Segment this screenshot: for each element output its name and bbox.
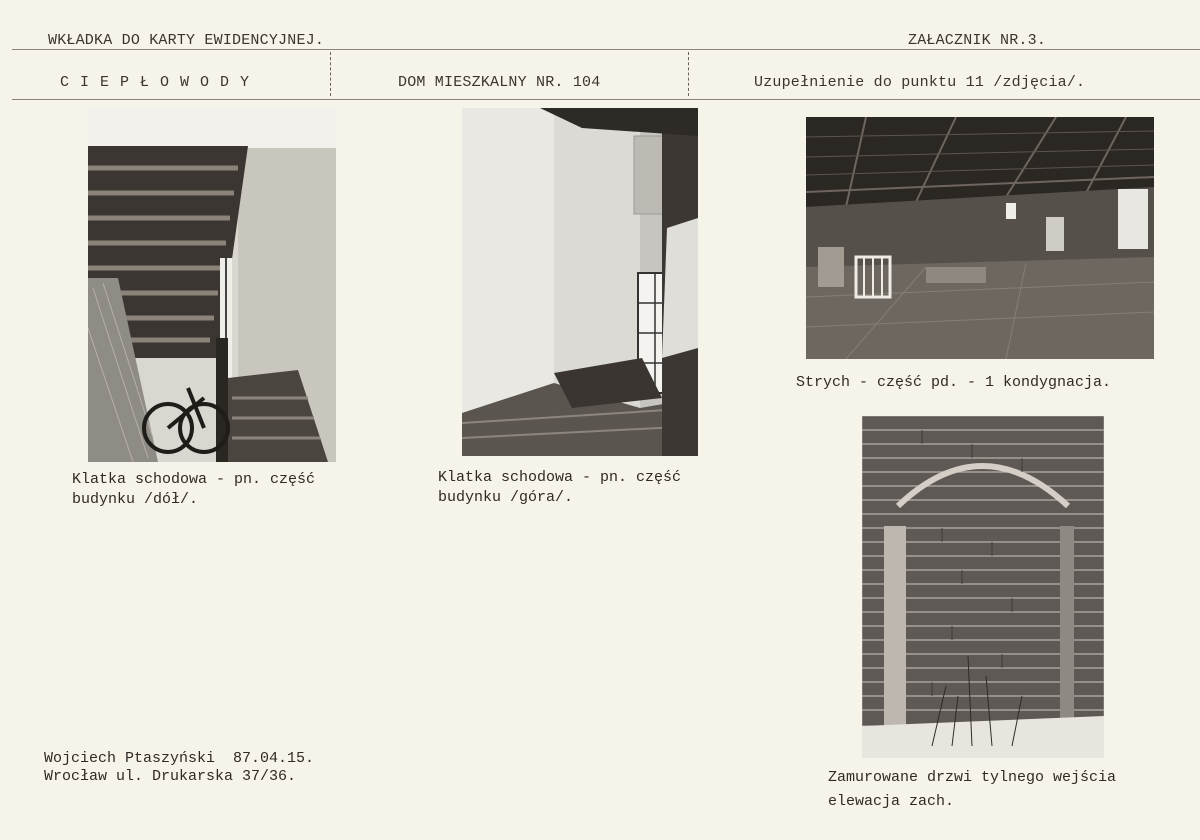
photo-attic xyxy=(806,117,1154,359)
header-separator-2 xyxy=(688,52,689,96)
photo-staircase-upper-caption: Klatka schodowa - pn. część budynku /góra/. xyxy=(438,469,682,506)
photo-staircase-lower-caption: Klatka schodowa - pn. część budynku /dół/. xyxy=(72,471,316,508)
header-separator-1 xyxy=(330,52,331,96)
category-label: C I E P Ł O W O D Y xyxy=(60,74,251,91)
header-bottom-rule xyxy=(12,99,1200,100)
photo-bricked-door xyxy=(862,416,1104,758)
photo-staircase-lower xyxy=(88,108,336,462)
photo-attic-caption: Strych - część pd. - 1 kondygnacja. xyxy=(796,374,1112,391)
photo-bricked-door-caption: Zamurowane drzwi tylnego wejścia elewacja zach. xyxy=(828,769,1117,810)
supplement-label: Uzupełnienie do punktu 11 /zdjęcia/. xyxy=(754,74,1086,91)
building-label: DOM MIESZKALNY NR. 104 xyxy=(398,74,601,91)
insert-title: WKŁADKA DO KARTY EWIDENCYJNEJ. xyxy=(48,32,325,49)
header-top-rule xyxy=(12,49,1200,50)
attachment-number: ZAŁACZNIK NR.3. xyxy=(908,32,1047,49)
author-line: Wojciech Ptaszyński 87.04.15. xyxy=(44,750,315,767)
photo-staircase-upper xyxy=(462,108,698,456)
address-line: Wrocław ul. Drukarska 37/36. xyxy=(44,768,297,785)
